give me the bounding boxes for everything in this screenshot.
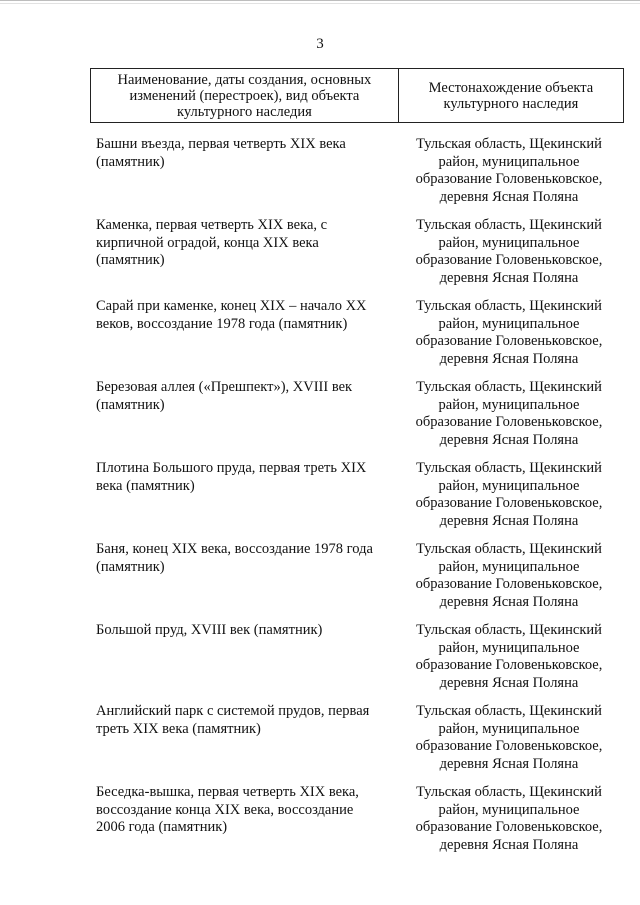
object-name-cell xyxy=(96,703,396,738)
object-location-line: образование Головеньковское, xyxy=(415,333,603,349)
object-name-line: века (памятник) xyxy=(96,477,195,494)
object-location-line: район, муниципальное xyxy=(438,801,580,818)
table-row xyxy=(0,298,640,379)
object-location-line: образование Головеньковское, xyxy=(415,252,603,268)
object-location-cell xyxy=(398,460,620,530)
object-location-line: Тульская область, Щекинский xyxy=(416,622,602,638)
header-name-line: изменений (перестроек), вид объекта xyxy=(129,87,360,104)
object-location-cell xyxy=(398,298,620,368)
object-location-line: деревня Ясная Поляна xyxy=(439,350,579,367)
table-row xyxy=(0,541,640,622)
object-name-line: Большой пруд, XVIII век (памятник) xyxy=(96,622,323,638)
object-location-line: район, муниципальное xyxy=(438,396,580,413)
object-location-line: образование Головеньковское, xyxy=(415,576,603,592)
object-name-cell xyxy=(96,622,396,640)
object-location-cell xyxy=(398,541,620,611)
object-location-cell xyxy=(398,622,620,692)
table-row xyxy=(0,703,640,784)
object-name-line: кирпичной оградой, конца XIX века xyxy=(96,234,319,251)
object-name-line: Баня, конец XIX века, воссоздание 1978 года xyxy=(96,541,373,557)
object-location-line: деревня Ясная Поляна xyxy=(439,512,579,529)
object-name-cell xyxy=(96,541,396,576)
object-location-line: Тульская область, Щекинский xyxy=(416,460,602,476)
object-location-line: деревня Ясная Поляна xyxy=(439,674,579,691)
page-number: 3 xyxy=(316,36,324,52)
object-location-line: образование Головеньковское, xyxy=(415,495,603,511)
object-location-cell xyxy=(398,784,620,854)
object-location-cell xyxy=(398,703,620,773)
object-name-line: Сарай при каменке, конец XIX – начало XX xyxy=(96,298,367,314)
object-location-line: район, муниципальное xyxy=(438,558,580,575)
object-location-line: деревня Ясная Поляна xyxy=(439,755,579,772)
object-location-line: деревня Ясная Поляна xyxy=(439,836,579,853)
object-location-line: образование Головеньковское, xyxy=(415,414,603,430)
object-location-line: район, муниципальное xyxy=(438,315,580,332)
object-location-line: Тульская область, Щекинский xyxy=(416,784,602,800)
object-location-cell xyxy=(398,136,620,206)
table-row xyxy=(0,136,640,217)
header-name-line: культурного наследия xyxy=(177,103,312,120)
object-name-line: Беседка-вышка, первая четверть XIX века, xyxy=(96,784,359,800)
table-header xyxy=(90,68,624,123)
table-row xyxy=(0,784,640,865)
object-location-line: район, муниципальное xyxy=(438,234,580,251)
object-name-cell xyxy=(96,460,396,495)
table-row xyxy=(0,217,640,298)
object-location-line: Тульская область, Щекинский xyxy=(416,217,602,233)
object-name-cell xyxy=(96,379,396,414)
table-row xyxy=(0,460,640,541)
table-row xyxy=(0,622,640,703)
object-name-line: (памятник) xyxy=(96,252,165,268)
object-location-line: район, муниципальное xyxy=(438,720,580,737)
object-name-cell xyxy=(96,136,396,171)
object-name-line: 2006 года (памятник) xyxy=(96,819,228,835)
object-name-line: Березовая аллея («Прешпект»), XVIII век xyxy=(96,379,353,395)
object-name-line: Каменка, первая четверть XIX века, с xyxy=(96,217,328,233)
object-location-line: Тульская область, Щекинский xyxy=(416,379,602,395)
object-location-line: район, муниципальное xyxy=(438,153,580,170)
object-name-line: Английский парк с системой прудов, первая xyxy=(96,703,370,719)
object-name-cell xyxy=(96,298,396,333)
top-scan-rule xyxy=(0,0,640,4)
object-location-line: образование Головеньковское, xyxy=(415,738,603,754)
table-row xyxy=(0,379,640,460)
header-location-line: культурного наследия xyxy=(443,95,579,112)
object-location-cell xyxy=(398,217,620,287)
object-location-line: деревня Ясная Поляна xyxy=(439,269,579,286)
object-name-cell xyxy=(96,217,396,270)
header-name-line: Наименование, даты создания, основных xyxy=(117,71,372,88)
object-location-line: деревня Ясная Поляна xyxy=(439,431,579,448)
object-location-line: образование Головеньковское, xyxy=(415,819,603,835)
object-location-line: образование Головеньковское, xyxy=(415,657,603,673)
object-location-cell xyxy=(398,379,620,449)
object-location-line: деревня Ясная Поляна xyxy=(439,593,579,610)
table-body xyxy=(0,136,640,865)
object-name-line: Плотина Большого пруда, первая треть XIX xyxy=(96,460,367,476)
object-location-line: Тульская область, Щекинский xyxy=(416,703,602,719)
header-name-cell xyxy=(91,69,399,122)
object-location-line: район, муниципальное xyxy=(438,477,580,494)
object-location-line: Тульская область, Щекинский xyxy=(416,136,602,152)
object-name-line: воссоздание конца XIX века, воссоздание xyxy=(96,801,354,818)
header-location-cell xyxy=(399,69,623,122)
object-name-line: (памятник) xyxy=(96,396,165,413)
object-location-line: образование Головеньковское, xyxy=(415,171,603,187)
object-name-line: Башни въезда, первая четверть XIX века xyxy=(96,136,346,152)
object-location-line: Тульская область, Щекинский xyxy=(416,541,602,557)
object-name-line: веков, воссоздание 1978 года (памятник) xyxy=(96,315,348,332)
object-name-line: (памятник) xyxy=(96,558,165,575)
object-location-line: деревня Ясная Поляна xyxy=(439,188,579,205)
header-location-line: Местонахождение объекта xyxy=(428,79,594,96)
object-location-line: район, муниципальное xyxy=(438,639,580,656)
object-location-line: Тульская область, Щекинский xyxy=(416,298,602,314)
object-name-line: треть XIX века (памятник) xyxy=(96,720,261,737)
object-name-cell xyxy=(96,784,396,837)
object-name-line: (памятник) xyxy=(96,153,165,170)
